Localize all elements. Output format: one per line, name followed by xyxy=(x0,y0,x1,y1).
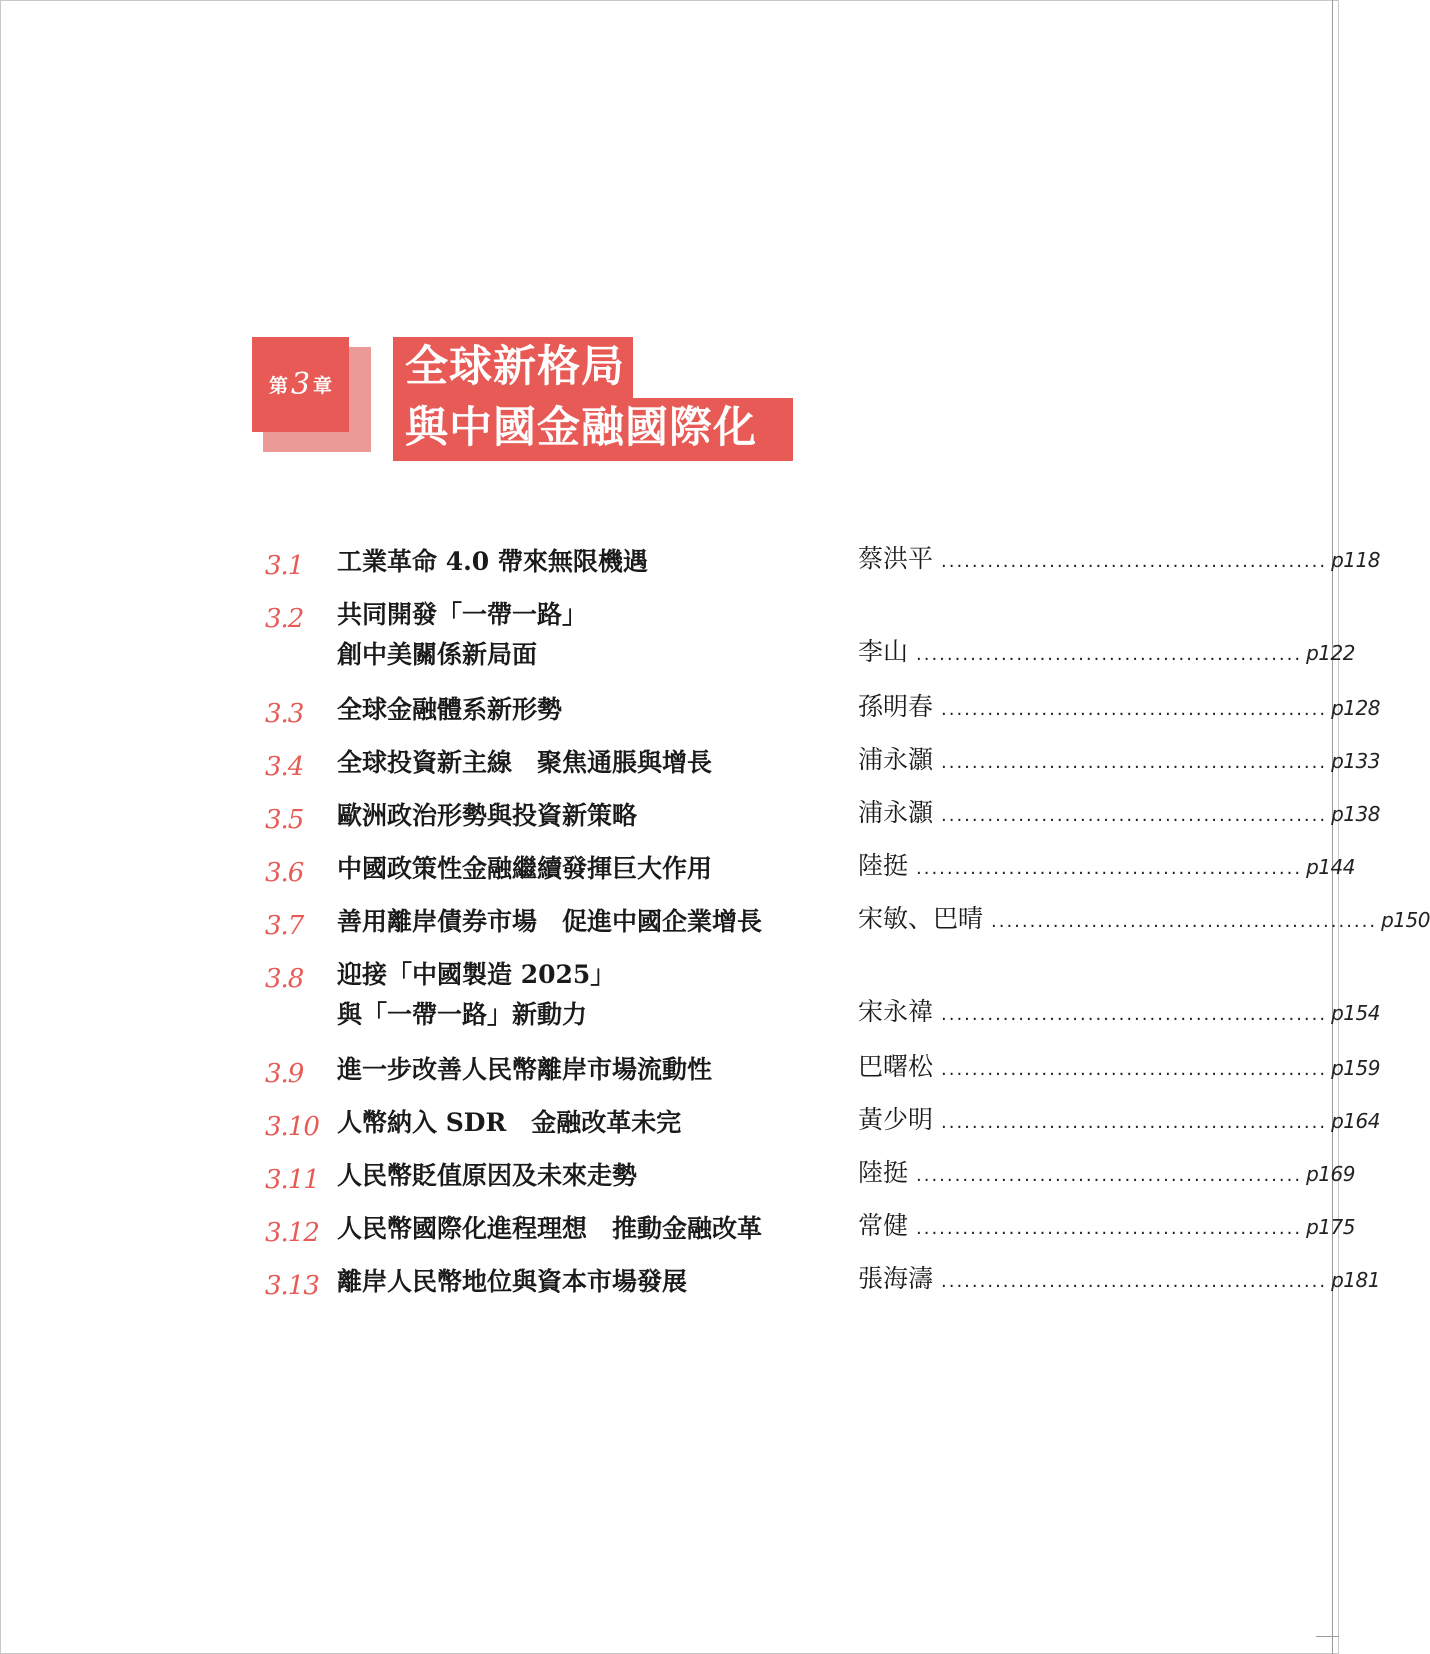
toc-author: 蔡洪平 xyxy=(858,544,934,573)
toc-page-number: p138 xyxy=(1331,802,1380,826)
toc-number: 3.12 xyxy=(265,1218,319,1248)
chapter-suffix: 章 xyxy=(313,375,333,397)
toc-author-page xyxy=(858,796,1380,833)
toc-title: 全球投資新主線 聚焦通脹與增長 xyxy=(337,748,713,777)
toc-leader-dots: .................................................. xyxy=(941,551,1328,572)
toc-author: 常健 xyxy=(858,1211,909,1240)
toc-leader-dots: .................................................. xyxy=(941,699,1328,720)
toc-page-number: p169 xyxy=(1306,1162,1355,1186)
toc-title: 進一步改善人民幣離岸市場流動性 xyxy=(337,1055,713,1084)
toc-number: 3.13 xyxy=(265,1271,319,1301)
toc-author: 浦永灝 xyxy=(858,745,934,774)
toc-title: 全球金融體系新形勢 xyxy=(337,695,563,724)
toc-author-page xyxy=(858,1209,1355,1246)
toc-title: 離岸人民幣地位與資本市場發展 xyxy=(337,1267,688,1296)
toc-author: 張海濤 xyxy=(858,1264,934,1293)
toc-number: 3.9 xyxy=(265,1059,304,1089)
toc-author-page xyxy=(858,690,1380,727)
toc-number: 3.6 xyxy=(265,858,304,888)
toc-leader-dots: .................................................. xyxy=(916,1165,1303,1186)
toc-page-number: p154 xyxy=(1331,1001,1380,1025)
toc-author: 陸挺 xyxy=(858,1158,909,1187)
toc-number: 3.2 xyxy=(265,604,304,634)
toc-page-number: p122 xyxy=(1306,641,1355,665)
toc-leader-dots: .................................................. xyxy=(941,1004,1328,1025)
toc-leader-dots: .................................................. xyxy=(941,1271,1328,1292)
toc-leader-dots: .................................................. xyxy=(991,911,1378,932)
toc-leader-dots: .................................................. xyxy=(916,1218,1303,1239)
toc-author: 陸挺 xyxy=(858,851,909,880)
toc-page-number: p133 xyxy=(1331,749,1380,773)
toc-page-number: p159 xyxy=(1331,1056,1380,1080)
toc-author-page xyxy=(858,635,1355,672)
toc-title: 人民幣貶值原因及未來走勢 xyxy=(337,1161,638,1190)
toc-author-page xyxy=(858,1050,1380,1087)
toc-title: 共同開發「一帶一路」 xyxy=(337,600,588,629)
chapter-number: 3 xyxy=(290,367,311,402)
crop-mark-bottom xyxy=(1316,1636,1339,1637)
toc-author-page xyxy=(858,1156,1355,1193)
toc-author-page xyxy=(858,542,1380,579)
chapter-badge xyxy=(252,337,349,432)
chapter-title-line-1: 全球新格局 xyxy=(393,337,633,399)
toc-number: 3.7 xyxy=(265,911,304,941)
chapter-prefix: 第 xyxy=(268,375,288,397)
toc-author-page xyxy=(858,1262,1380,1299)
toc-author-page xyxy=(858,743,1380,780)
toc-number: 3.11 xyxy=(265,1165,319,1195)
toc-leader-dots: .................................................. xyxy=(916,858,1303,879)
toc-leader-dots: .................................................. xyxy=(941,752,1328,773)
toc-author-page xyxy=(858,995,1380,1032)
toc-title: 善用離岸債券市場 促進中國企業增長 xyxy=(337,907,763,936)
toc-author-page xyxy=(858,1103,1380,1140)
chapter-title-line-2: 與中國金融國際化 xyxy=(393,398,793,461)
toc-title: 創中美關係新局面 xyxy=(337,640,538,669)
toc-author: 孫明春 xyxy=(858,692,934,721)
toc-page-number: p118 xyxy=(1331,548,1380,572)
toc-leader-dots: .................................................. xyxy=(916,644,1303,665)
toc-leader-dots: .................................................. xyxy=(941,1112,1328,1133)
toc-author: 浦永灝 xyxy=(858,798,934,827)
toc-number: 3.4 xyxy=(265,752,304,782)
toc-number: 3.3 xyxy=(265,699,304,729)
toc-author-page xyxy=(858,902,1430,939)
toc-title: 與「一帶一路」新動力 xyxy=(337,1000,588,1029)
toc-number: 3.10 xyxy=(265,1112,319,1142)
toc-author: 宋敏、巴晴 xyxy=(858,904,984,933)
toc-title: 迎接「中國製造 2025」 xyxy=(337,960,616,989)
toc-page-number: p128 xyxy=(1331,696,1380,720)
toc-author: 巴曙松 xyxy=(858,1052,934,1081)
toc-leader-dots: .................................................. xyxy=(941,805,1328,826)
toc-title: 人幣納入 SDR 金融改革未完 xyxy=(337,1108,682,1137)
toc-title: 中國政策性金融繼續發揮巨大作用 xyxy=(337,854,713,883)
toc-number: 3.1 xyxy=(265,551,304,581)
toc-page-number: p175 xyxy=(1306,1215,1355,1239)
toc-page-number: p181 xyxy=(1331,1268,1380,1292)
toc-author-page xyxy=(858,849,1355,886)
toc-leader-dots: .................................................. xyxy=(941,1059,1328,1080)
toc-author: 宋永禕 xyxy=(858,997,934,1026)
toc-title: 工業革命 4.0 帶來無限機遇 xyxy=(337,547,648,576)
toc-number: 3.5 xyxy=(265,805,304,835)
toc-author: 李山 xyxy=(858,637,909,666)
toc-page-number: p164 xyxy=(1331,1109,1380,1133)
toc-title: 人民幣國際化進程理想 推動金融改革 xyxy=(337,1214,763,1243)
toc-page-number: p144 xyxy=(1306,855,1355,879)
toc-page-number: p150 xyxy=(1381,908,1430,932)
toc-title: 歐洲政治形勢與投資新策略 xyxy=(337,801,638,830)
toc-author: 黃少明 xyxy=(858,1105,934,1134)
toc-number: 3.8 xyxy=(265,964,304,994)
